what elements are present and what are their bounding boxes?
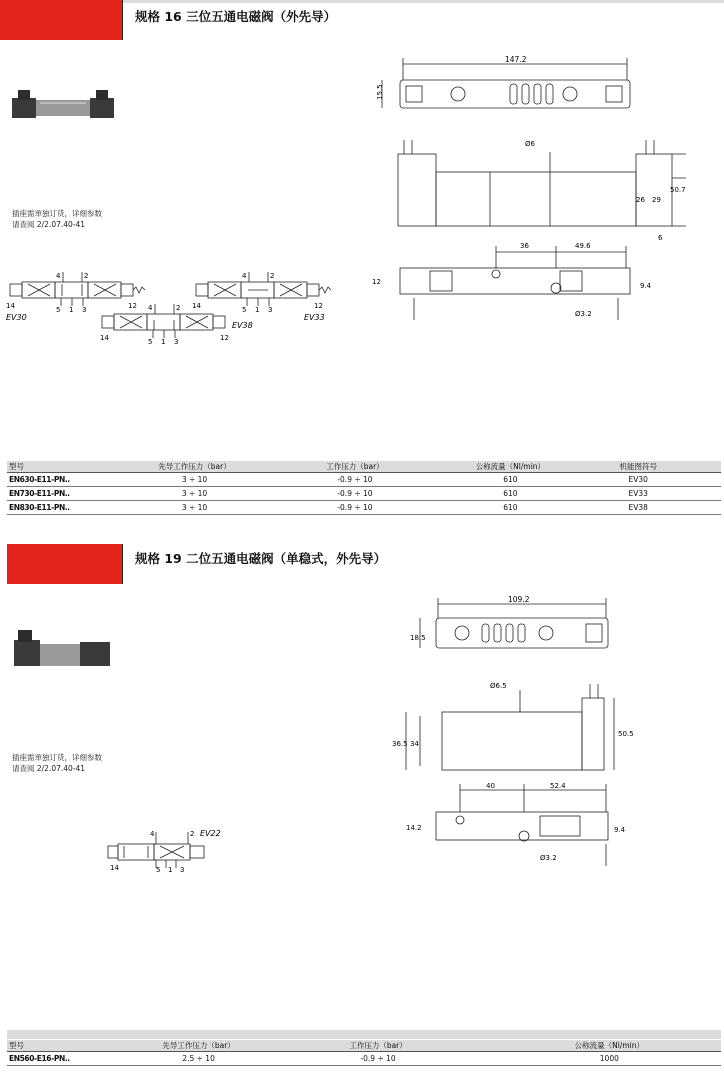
section2-side-view-drawing — [390, 676, 640, 776]
dim-phi-top: Ø6 — [525, 140, 535, 148]
ev33-port-4: 4 — [242, 272, 247, 280]
table-row — [7, 473, 721, 487]
cell-model: EN830-E11-PN.. — [9, 503, 70, 512]
ev22-label: EV22 — [200, 829, 221, 838]
symbol-ev22 — [104, 826, 234, 876]
dim-h29: 29 — [652, 196, 661, 204]
hdr-model: 型号 — [7, 461, 144, 473]
cell-model: EN730-E11-PN.. — [9, 489, 70, 498]
section2-table-header — [7, 1040, 721, 1052]
dim-h12: 12 — [372, 278, 381, 286]
ev38-port-5: 5 — [148, 338, 153, 346]
dim2-h365: 36.5 — [392, 740, 408, 748]
section2-table-strip — [7, 1030, 721, 1039]
ev30-port-3: 3 — [82, 306, 87, 314]
ev30-port-5: 5 — [56, 306, 61, 314]
dim-height-top: 15.5 — [376, 84, 384, 100]
dim2-phi32: Ø3.2 — [540, 854, 557, 862]
ev30-port-12: 12 — [128, 302, 137, 310]
hdr-symbol: 机能图符号 — [556, 461, 722, 473]
cell-symbol: EV30 — [628, 475, 648, 484]
ev22-port-1: 1 — [168, 866, 173, 874]
section1-divider — [122, 0, 123, 40]
hdr2-model: 型号 — [7, 1040, 139, 1052]
ev30-port-14: 14 — [6, 302, 15, 310]
ev30-port-1: 1 — [69, 306, 74, 314]
cell-pilot: 3 ÷ 10 — [181, 503, 208, 512]
dim2-height-top: 18.5 — [410, 634, 426, 642]
dim2-length: 109.2 — [508, 595, 530, 604]
ev38-port-1: 1 — [161, 338, 166, 346]
section2-divider — [122, 544, 123, 584]
dim-d496: 49.6 — [575, 242, 591, 250]
dim2-h505: 50.5 — [618, 730, 634, 738]
cell-working: -0.9 ÷ 10 — [360, 1054, 396, 1063]
ev33-port-3: 3 — [268, 306, 273, 314]
dim-d36: 36 — [520, 242, 529, 250]
dim-length: 147.2 — [505, 55, 527, 64]
dim2-phi-top: Ø6.5 — [490, 682, 507, 690]
ev30-label: EV30 — [6, 313, 27, 322]
ev38-port-2: 2 — [176, 304, 181, 312]
section2-title: 规格 19 二位五通电磁阀（单稳式，外先导） — [135, 551, 387, 566]
section1-note-line2: 请查阅 2/2.07.40-41 — [12, 220, 86, 229]
cell-flow: 610 — [503, 489, 518, 498]
dim-h6: 6 — [658, 234, 663, 242]
dim-h94: 9.4 — [640, 282, 652, 290]
ev22-port-14: 14 — [110, 864, 119, 872]
dim-h507: 50.7 — [670, 186, 686, 194]
section1-top-view-drawing — [370, 52, 670, 122]
section1-bottom-view-drawing — [370, 238, 670, 328]
cell-working: -0.9 ÷ 10 — [337, 475, 373, 484]
table-row — [7, 487, 721, 501]
cell-flow: 1000 — [599, 1054, 619, 1063]
table-row — [7, 1052, 721, 1066]
section2-note-line1: 插座需单独订货，详细参数 — [12, 753, 102, 762]
section2-spec-table — [7, 1040, 721, 1066]
cell-pilot: 3 ÷ 10 — [181, 489, 208, 498]
ev38-port-3: 3 — [174, 338, 179, 346]
cell-pilot: 3 ÷ 10 — [181, 475, 208, 484]
section1-spec-table — [7, 461, 721, 515]
dim2-h94: 9.4 — [614, 826, 626, 834]
ev38-port-4: 4 — [148, 304, 153, 312]
ev33-port-14: 14 — [192, 302, 201, 310]
section2-top-view-drawing — [400, 592, 630, 662]
ev38-label: EV38 — [232, 321, 253, 330]
hdr-flow: 公称流量（Nl/min） — [465, 461, 555, 473]
ev22-port-2: 2 — [190, 830, 195, 838]
section1-table-header — [7, 461, 721, 473]
cell-pilot: 2.5 ÷ 10 — [182, 1054, 215, 1063]
dim2-d524: 52.4 — [550, 782, 566, 790]
section2-note-line2: 请查阅 2/2.07.40-41 — [12, 764, 86, 773]
cell-symbol: EV38 — [628, 503, 648, 512]
symbol-ev38 — [98, 302, 253, 346]
cell-model: EN560-E16-PN.. — [9, 1054, 70, 1063]
section1-title: 规格 16 三位五通电磁阀（外先导） — [135, 9, 337, 24]
dim2-h142: 14.2 — [406, 824, 422, 832]
section1-side-view-drawing — [390, 132, 690, 242]
hdr2-pilot-pressure: 先导工作压力（bar） — [139, 1040, 259, 1052]
ev22-port-5: 5 — [156, 866, 161, 874]
dim-h26: 26 — [636, 196, 645, 204]
ev33-port-2: 2 — [270, 272, 275, 280]
section1-note — [12, 208, 102, 230]
section1-note-line1: 插座需单独订货，详细参数 — [12, 209, 102, 218]
cell-flow: 610 — [503, 475, 518, 484]
section2-product-photo — [12, 626, 116, 670]
dim-phi32: Ø3.2 — [575, 310, 592, 318]
section1-product-photo — [10, 86, 122, 122]
ev33-label: EV33 — [304, 313, 325, 322]
ev33-port-1: 1 — [255, 306, 260, 314]
ev30-port-4: 4 — [56, 272, 61, 280]
section2-bottom-view-drawing — [400, 778, 630, 874]
ev22-port-3: 3 — [180, 866, 185, 874]
cell-working: -0.9 ÷ 10 — [337, 503, 373, 512]
section1-red-marker — [0, 0, 122, 40]
cell-model: EN630-E11-PN.. — [9, 475, 70, 484]
hdr-working-pressure: 工作压力（bar） — [245, 461, 466, 473]
cell-symbol: EV33 — [628, 489, 648, 498]
table-row — [7, 501, 721, 515]
dim2-h34: 34 — [410, 740, 419, 748]
ev33-port-5: 5 — [242, 306, 247, 314]
dim2-d40: 40 — [486, 782, 495, 790]
ev22-port-4: 4 — [150, 830, 155, 838]
cell-flow: 610 — [503, 503, 518, 512]
hdr2-flow: 公称流量（Nl/min） — [498, 1040, 721, 1052]
hdr2-working-pressure: 工作压力（bar） — [258, 1040, 497, 1052]
ev38-port-12: 12 — [220, 334, 229, 342]
hdr-pilot-pressure: 先导工作压力（bar） — [144, 461, 244, 473]
cell-working: -0.9 ÷ 10 — [337, 489, 373, 498]
section2-note — [12, 752, 102, 774]
section2-red-marker — [7, 544, 122, 584]
ev33-port-12: 12 — [314, 302, 323, 310]
ev30-port-2: 2 — [84, 272, 89, 280]
ev38-port-14: 14 — [100, 334, 109, 342]
